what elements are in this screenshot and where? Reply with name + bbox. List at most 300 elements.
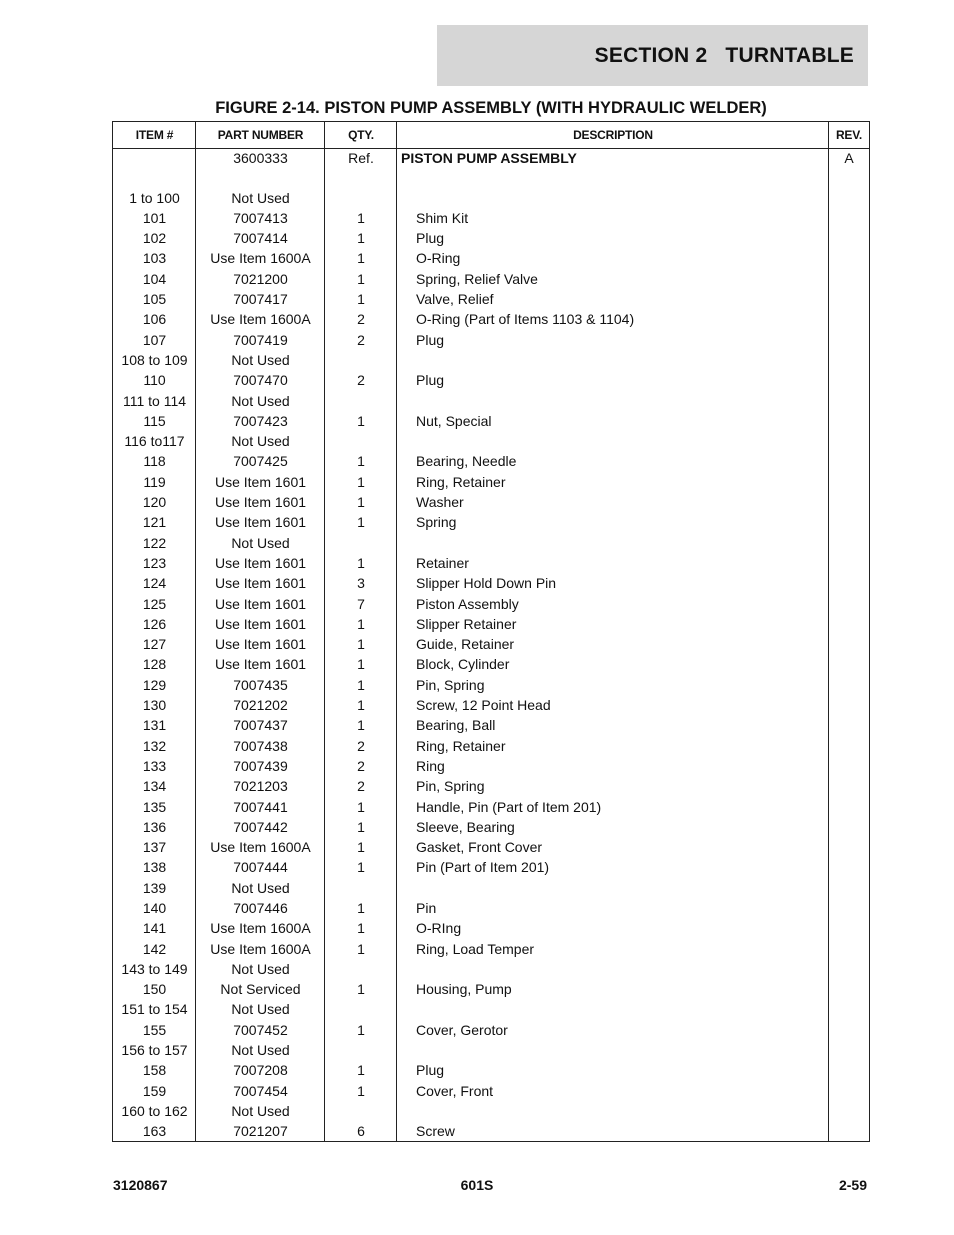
description-cell: Ring [416,757,445,774]
revision-cell [829,1101,869,1121]
quantity-cell: 7 [357,595,365,612]
quantity-cell: 1 [357,717,365,734]
table-row [113,148,869,168]
table-row [113,472,869,492]
quantity-cell: 1 [357,1082,365,1099]
table-row [113,736,869,756]
table-row [113,248,869,268]
description-cell: Pin [416,899,437,916]
quantity-cell [325,431,397,451]
table-row [113,228,869,248]
item-number-cell: 108 to 109 [121,351,188,368]
header-quantity: QTY. [348,128,374,142]
description-cell: Ring, Load Temper [416,940,535,957]
description-cell: O-Ring (Part of Items 1103 & 1104) [416,311,635,328]
table-row [113,654,869,674]
quantity-cell: 1 [357,798,365,815]
revision-cell [829,269,869,289]
quantity-cell [325,1101,397,1121]
table-row [113,817,869,837]
revision-cell [829,309,869,329]
table-row [113,451,869,471]
revision-cell [829,289,869,309]
quantity-cell: 1 [357,615,365,632]
table-row [113,837,869,857]
description-cell: Shim Kit [416,209,469,226]
quantity-cell: 1 [357,636,365,653]
quantity-cell [325,1040,397,1060]
item-number-cell: 132 [142,737,167,754]
item-number-cell: 123 [142,554,167,571]
header-item-number: ITEM # [135,128,174,142]
quantity-cell: 2 [357,778,365,795]
item-number-cell [113,148,196,168]
page-number: 2-59 [838,1177,867,1193]
part-number-cell: 7007454 [233,1082,288,1099]
part-number-cell: Not Used [231,1102,290,1119]
quantity-cell: 1 [357,250,365,267]
part-number-cell: 7007446 [233,899,288,916]
description-cell: Piston Assembly [416,595,519,612]
part-number-cell: Use Item 1601 [214,554,307,571]
table-row [113,797,869,817]
part-number-cell: 7021203 [233,778,288,795]
quantity-cell: 1 [357,412,365,429]
table-row [113,431,869,451]
part-number-cell: Not Used [231,1001,290,1018]
revision-cell [829,391,869,411]
description-cell: Screw, 12 Point Head [416,697,551,714]
revision-cell [829,654,869,674]
table-row [113,857,869,877]
header-part-number: PART NUMBER [217,128,304,142]
item-number-cell: 121 [142,514,167,531]
revision-cell [829,959,869,979]
revision-cell [829,715,869,735]
item-number-cell: 159 [142,1082,167,1099]
part-number-cell: Not Used [231,1042,290,1059]
part-number-cell: 7007437 [233,717,288,734]
revision-cell [829,817,869,837]
table-row [113,573,869,593]
item-number-cell: 141 [142,920,167,937]
item-number-cell: 158 [142,1062,167,1079]
revision-cell [829,918,869,938]
description-cell: PISTON PUMP ASSEMBLY [401,150,577,166]
description-cell [397,878,829,898]
table-row [113,1020,869,1040]
part-number-cell: 7007442 [233,818,288,835]
item-number-cell: 133 [142,757,167,774]
part-number-cell: Use Item 1600A [210,839,311,856]
revision-cell [829,857,869,877]
item-number-cell: 143 to 149 [121,960,188,977]
revision-cell [829,1060,869,1080]
quantity-cell: 1 [357,554,365,571]
part-number-cell: Use Item 1600A [210,940,311,957]
revision-cell [829,472,869,492]
part-number-cell: Use Item 1601 [214,473,307,490]
part-number-cell: Not Used [231,351,290,368]
revision-cell: A [844,150,854,166]
description-cell [397,188,829,208]
part-number-cell: Not Serviced [220,981,301,998]
table-row [113,715,869,735]
revision-cell [829,898,869,918]
revision-cell [829,492,869,512]
item-number-cell: 136 [142,818,167,835]
table-row [113,878,869,898]
quantity-cell [325,878,397,898]
table-row [113,999,869,1019]
revision-cell [829,188,869,208]
revision-cell [829,1121,869,1141]
table-row [113,492,869,512]
item-number-cell: 135 [142,798,167,815]
table-row [113,756,869,776]
table-row [113,208,869,228]
item-number-cell: 104 [142,270,167,287]
revision-cell [829,837,869,857]
quantity-cell [325,188,397,208]
description-cell: Bearing, Needle [416,453,517,470]
part-number-cell: Not Used [231,879,290,896]
revision-cell [829,695,869,715]
part-number-cell: Use Item 1601 [214,615,307,632]
quantity-cell: 3 [357,575,365,592]
part-number-cell: 7007419 [233,331,288,348]
table-row [113,675,869,695]
part-number-cell: 7007438 [233,737,288,754]
item-number-cell: 1 to 100 [129,189,180,206]
quantity-cell: 2 [357,331,365,348]
part-number-cell: 7021202 [233,697,288,714]
description-cell: Spring [416,514,457,531]
revision-cell [829,411,869,431]
item-number-cell: 116 to117 [124,433,185,450]
table-row [113,553,869,573]
description-cell: Plug [416,230,445,247]
item-number-cell: 103 [142,250,167,267]
quantity-cell: 1 [357,291,365,308]
part-number-cell: 7007444 [233,859,288,876]
quantity-cell [325,391,397,411]
item-number-cell: 134 [142,778,167,795]
item-number-cell: 150 [142,981,167,998]
part-number-cell: Use Item 1600A [210,920,311,937]
item-number-cell: 120 [142,494,167,511]
description-cell: Ring, Retainer [416,737,506,754]
description-cell: Handle, Pin (Part of Item 201) [416,798,602,815]
description-cell: Plug [416,331,445,348]
item-number-cell: 151 to 154 [121,1001,188,1018]
description-cell: Slipper Hold Down Pin [416,575,557,592]
part-number-cell: Use Item 1601 [214,595,307,612]
table-row [113,979,869,999]
item-number-cell: 125 [142,595,167,612]
item-number-cell: 160 to 162 [121,1102,188,1119]
table-row [113,289,869,309]
table-row [113,918,869,938]
part-number-cell: 7007423 [233,412,288,429]
part-number-cell: 7007441 [233,798,288,815]
revision-cell [829,431,869,451]
part-number-cell: 7007435 [233,676,288,693]
part-number-cell: Use Item 1600A [210,250,311,267]
header-revision: REV. [835,128,863,142]
item-number-cell: 139 [142,879,167,896]
description-cell [397,1101,829,1121]
description-cell [397,350,829,370]
revision-cell [829,573,869,593]
revision-cell [829,878,869,898]
quantity-cell: 1 [357,270,365,287]
quantity-cell: 6 [357,1123,365,1140]
part-number-cell: Not Used [231,534,290,551]
item-number-cell: 155 [142,1021,167,1038]
quantity-cell: 1 [357,473,365,490]
table-row [113,959,869,979]
revision-cell [829,208,869,228]
quantity-cell: 1 [357,940,365,957]
item-number-cell: 101 [142,209,167,226]
item-number-cell: 163 [142,1123,167,1140]
table-row [113,776,869,796]
table-row [113,939,869,959]
part-number-cell: 3600333 [233,150,288,166]
table-row [113,269,869,289]
part-number-cell: Not Used [231,189,290,206]
table-row [113,330,869,350]
revision-cell [829,999,869,1019]
header-description: DESCRIPTION [573,128,653,142]
revision-cell [829,451,869,471]
description-cell: Nut, Special [416,412,492,429]
item-number-cell: 110 [143,372,166,389]
item-number-cell: 126 [142,615,167,632]
revision-cell [829,228,869,248]
parts-table [112,121,870,1142]
quantity-cell: 1 [357,453,365,470]
item-number-cell: 129 [142,676,167,693]
part-number-cell: Use Item 1601 [214,656,307,673]
quantity-cell: 2 [357,311,365,328]
description-cell: Washer [416,494,464,511]
part-number-cell: Use Item 1601 [214,494,307,511]
description-cell: Pin (Part of Item 201) [416,859,550,876]
part-number-cell: Use Item 1601 [214,514,307,531]
revision-cell [829,330,869,350]
description-cell: Plug [416,1062,445,1079]
table-row [113,188,869,208]
revision-cell [829,512,869,532]
description-cell: O-Ring [416,250,461,267]
table-row [113,695,869,715]
item-number-cell: 124 [142,575,167,592]
description-cell: Plug [416,372,445,389]
description-cell: Guide, Retainer [416,636,515,653]
quantity-cell: 1 [357,1021,365,1038]
table-row [113,512,869,532]
description-cell [397,391,829,411]
table-row [113,1081,869,1101]
table-body [113,148,869,1142]
item-number-cell: 128 [142,656,167,673]
quantity-cell: 1 [357,697,365,714]
description-cell: Gasket, Front Cover [416,839,543,856]
quantity-cell: 2 [357,737,365,754]
table-row [113,1060,869,1080]
revision-cell [829,1081,869,1101]
item-number-cell: 137 [142,839,167,856]
revision-cell [829,797,869,817]
description-cell [397,1040,829,1060]
revision-cell [829,675,869,695]
figure-title: FIGURE 2-14. PISTON PUMP ASSEMBLY (WITH HYDRAULIC WELDER) [215,99,767,117]
quantity-cell: 1 [357,209,365,226]
description-cell [397,959,829,979]
revision-cell [829,756,869,776]
quantity-cell: 1 [357,899,365,916]
table-header-row [113,122,869,149]
quantity-cell [325,999,397,1019]
revision-cell [829,776,869,796]
revision-cell [829,614,869,634]
item-number-cell: 115 [143,412,166,429]
item-number-cell: 142 [142,940,167,957]
part-number-cell: 7007452 [233,1021,288,1038]
table-row [113,634,869,654]
item-number-cell: 138 [142,859,167,876]
description-cell [397,999,829,1019]
quantity-cell [325,533,397,553]
part-number-cell: Not Used [231,960,290,977]
quantity-cell: 1 [357,981,365,998]
description-cell: Ring, Retainer [416,473,506,490]
part-number-cell: 7007208 [233,1062,288,1079]
revision-cell [829,979,869,999]
item-number-cell: 107 [142,331,167,348]
part-number-cell: 7007425 [233,453,288,470]
table-row [113,411,869,431]
table-row [113,1040,869,1060]
table-row [113,898,869,918]
revision-cell [829,533,869,553]
quantity-cell: 1 [357,494,365,511]
quantity-cell: Ref. [348,150,374,166]
quantity-cell: 1 [357,859,365,876]
quantity-cell: 1 [357,839,365,856]
description-cell: Block, Cylinder [416,656,510,673]
table-row [113,391,869,411]
part-number-cell: 7007413 [233,209,288,226]
quantity-cell: 1 [357,818,365,835]
table-row [113,1121,869,1141]
item-number-cell: 111 to 114 [122,392,187,409]
revision-cell [829,594,869,614]
item-number-cell: 127 [142,636,167,653]
quantity-cell: 1 [357,656,365,673]
revision-cell [829,634,869,654]
quantity-cell: 1 [357,1062,365,1079]
part-number-cell: 7021207 [233,1123,288,1140]
part-number-cell: Use Item 1601 [214,636,307,653]
description-cell [397,431,829,451]
quantity-cell: 2 [357,372,365,389]
description-cell: Cover, Gerotor [416,1021,508,1038]
description-cell: Sleeve, Bearing [416,818,515,835]
description-cell: Housing, Pump [416,981,512,998]
part-number-cell: 7007439 [233,757,288,774]
description-cell: Slipper Retainer [416,615,517,632]
item-number-cell: 119 [143,473,166,490]
section-header: SECTION 2 TURNTABLE [437,25,868,86]
part-number-cell: Not Used [231,433,290,450]
quantity-cell: 2 [357,757,365,774]
quantity-cell: 1 [357,676,365,693]
table-row [113,594,869,614]
description-cell: Pin, Spring [416,676,485,693]
revision-cell [829,248,869,268]
description-cell: Spring, Relief Valve [416,270,538,287]
item-number-cell: 106 [142,311,167,328]
part-number-cell: 7007417 [233,291,288,308]
doc-number: 3120867 [113,1177,168,1193]
table-row [113,533,869,553]
part-number-cell: 7007414 [233,230,288,247]
table-row [113,370,869,390]
description-cell [397,533,829,553]
quantity-cell: 1 [357,514,365,531]
table-row [113,309,869,329]
quantity-cell [325,350,397,370]
description-cell: Bearing, Ball [416,717,496,734]
description-cell: Pin, Spring [416,778,485,795]
description-cell: Valve, Relief [416,291,494,308]
revision-cell [829,350,869,370]
revision-cell [829,1040,869,1060]
quantity-cell [325,959,397,979]
part-number-cell: Not Used [231,392,290,409]
part-number-cell: 7007470 [233,372,288,389]
table-row [113,1101,869,1121]
description-cell: O-RIng [416,920,462,937]
item-number-cell: 156 to 157 [121,1042,188,1059]
item-number-cell: 105 [142,291,167,308]
description-cell: Retainer [416,554,469,571]
revision-cell [829,939,869,959]
revision-cell [829,370,869,390]
description-cell: Screw [416,1123,455,1140]
quantity-cell: 1 [357,920,365,937]
table-row [113,614,869,634]
item-number-cell: 102 [142,230,167,247]
model-name: 601S [460,1177,494,1193]
item-number-cell: 122 [142,534,167,551]
item-number-cell: 130 [142,697,167,714]
item-number-cell: 131 [142,717,167,734]
revision-cell [829,736,869,756]
part-number-cell: Use Item 1601 [214,575,307,592]
part-number-cell: 7021200 [233,270,288,287]
table-row [113,350,869,370]
quantity-cell: 1 [357,230,365,247]
description-cell: Cover, Front [416,1082,494,1099]
item-number-cell: 118 [143,453,166,470]
revision-cell [829,1020,869,1040]
part-number-cell: Use Item 1600A [210,311,311,328]
item-number-cell: 140 [142,899,167,916]
